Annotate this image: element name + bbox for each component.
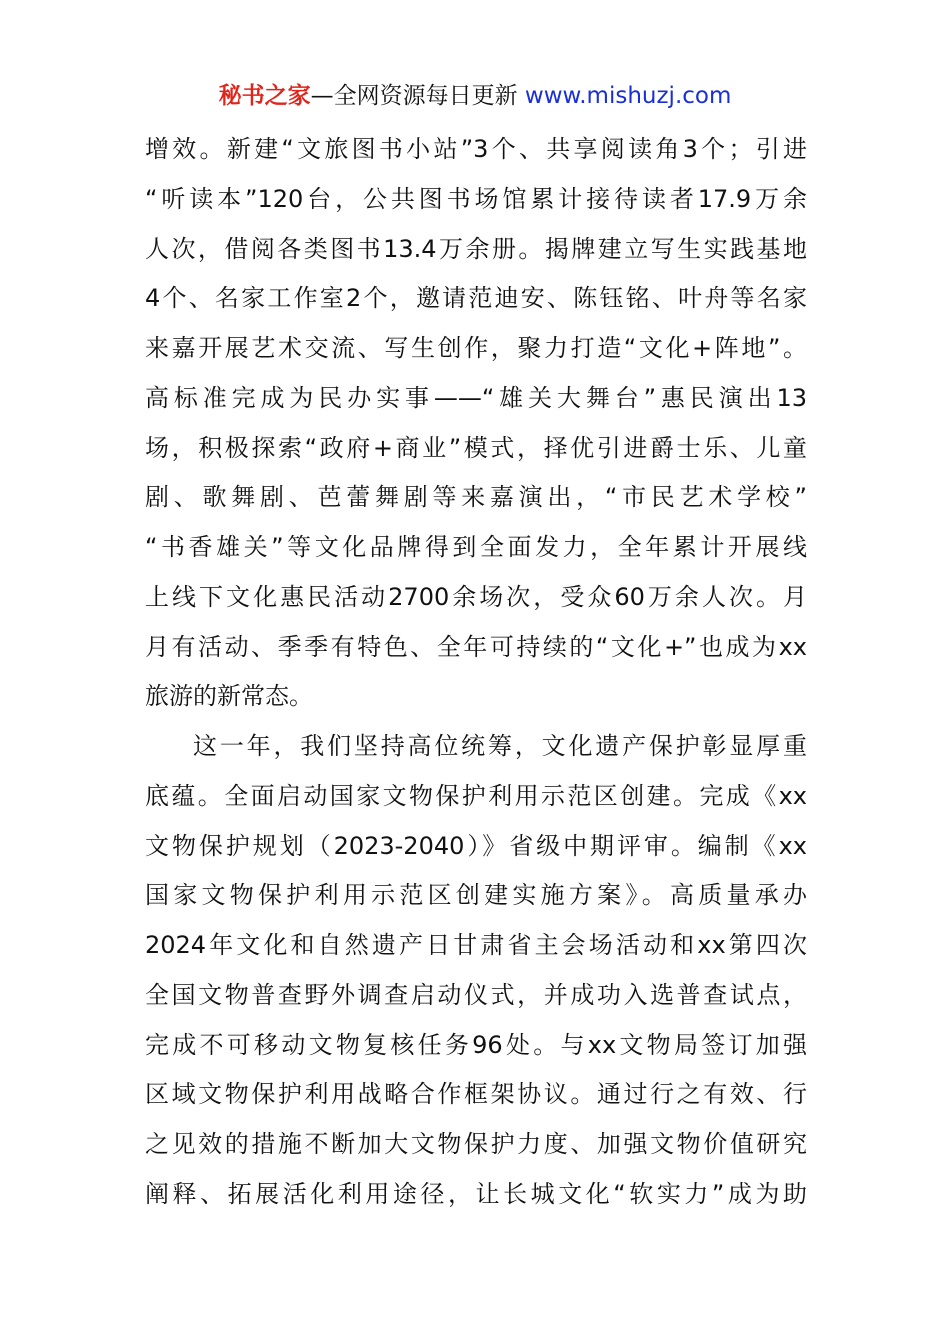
text-line: 全国文物普查野外调查启动仪式，并成功入选普查试点，: [145, 980, 807, 1009]
text-line: 上线下文化惠民活动2700余场次，受众60万余人次。月: [145, 582, 807, 611]
text-line: 增效。新建“文旅图书小站”3个、共享阅读角3个；引进: [145, 135, 807, 163]
text-line: 旅游的新常态。: [145, 682, 313, 711]
text-line: 剧、歌舞剧、芭蕾舞剧等来嘉演出，“市民艺术学校”: [145, 483, 807, 512]
text-line: 之见效的措施不断加大文物保护力度、加强文物价值研究: [145, 1130, 807, 1158]
paragraph-first-line: 这一年，我们坚持高位统筹，文化遗产保护彰显厚重: [193, 732, 807, 760]
document-body: [145, 125, 807, 1220]
text-line: 月有活动、季季有特色、全年可持续的“文化+”也成为xx: [145, 632, 807, 661]
site-tagline: —全网资源每日更新: [310, 83, 518, 109]
text-line: 高标准完成为民办实事——“雄关大舞台”惠民演出13: [145, 383, 807, 412]
text-line: 底蕴。全面启动国家文物保护利用示范区创建。完成《xx: [145, 781, 807, 810]
text-line: 人次，借阅各类图书13.4万余册。揭牌建立写生实践基地: [145, 234, 807, 263]
text-line: 完成不可移动文物复核任务96处。与xx文物局签订加强: [145, 1030, 807, 1059]
text-line: “书香雄关”等文化品牌得到全面发力，全年累计开展线: [145, 533, 807, 561]
text-line: 来嘉开展艺术交流、写生创作，聚力打造“文化+阵地”。: [145, 334, 807, 362]
text-line: 区域文物保护利用战略合作框架协议。通过行之有效、行: [145, 1080, 807, 1109]
text-line: 场，积极探索“政府+商业”模式，择优引进爵士乐、儿童: [145, 433, 807, 462]
text-line: 2024年文化和自然遗产日甘肃省主会场活动和xx第四次: [145, 931, 807, 959]
site-url-link[interactable]: www.mishuzj.com: [524, 83, 732, 109]
text-line: “听读本”120台，公共图书场馆累计接待读者17.9万余: [145, 184, 807, 213]
text-line: 国家文物保护利用示范区创建实施方案》。高质量承办: [145, 881, 807, 910]
site-header: [0, 80, 950, 112]
text-line: 文物保护规划（2023-2040）》省级中期评审。编制《xx: [145, 831, 807, 860]
text-line: 阐释、拓展活化利用途径，让长城文化“软实力”成为助: [145, 1179, 807, 1208]
text-line: 4个、名家工作室2个，邀请范迪安、陈钰铭、叶舟等名家: [145, 284, 807, 313]
site-brand: 秘书之家: [218, 83, 311, 109]
